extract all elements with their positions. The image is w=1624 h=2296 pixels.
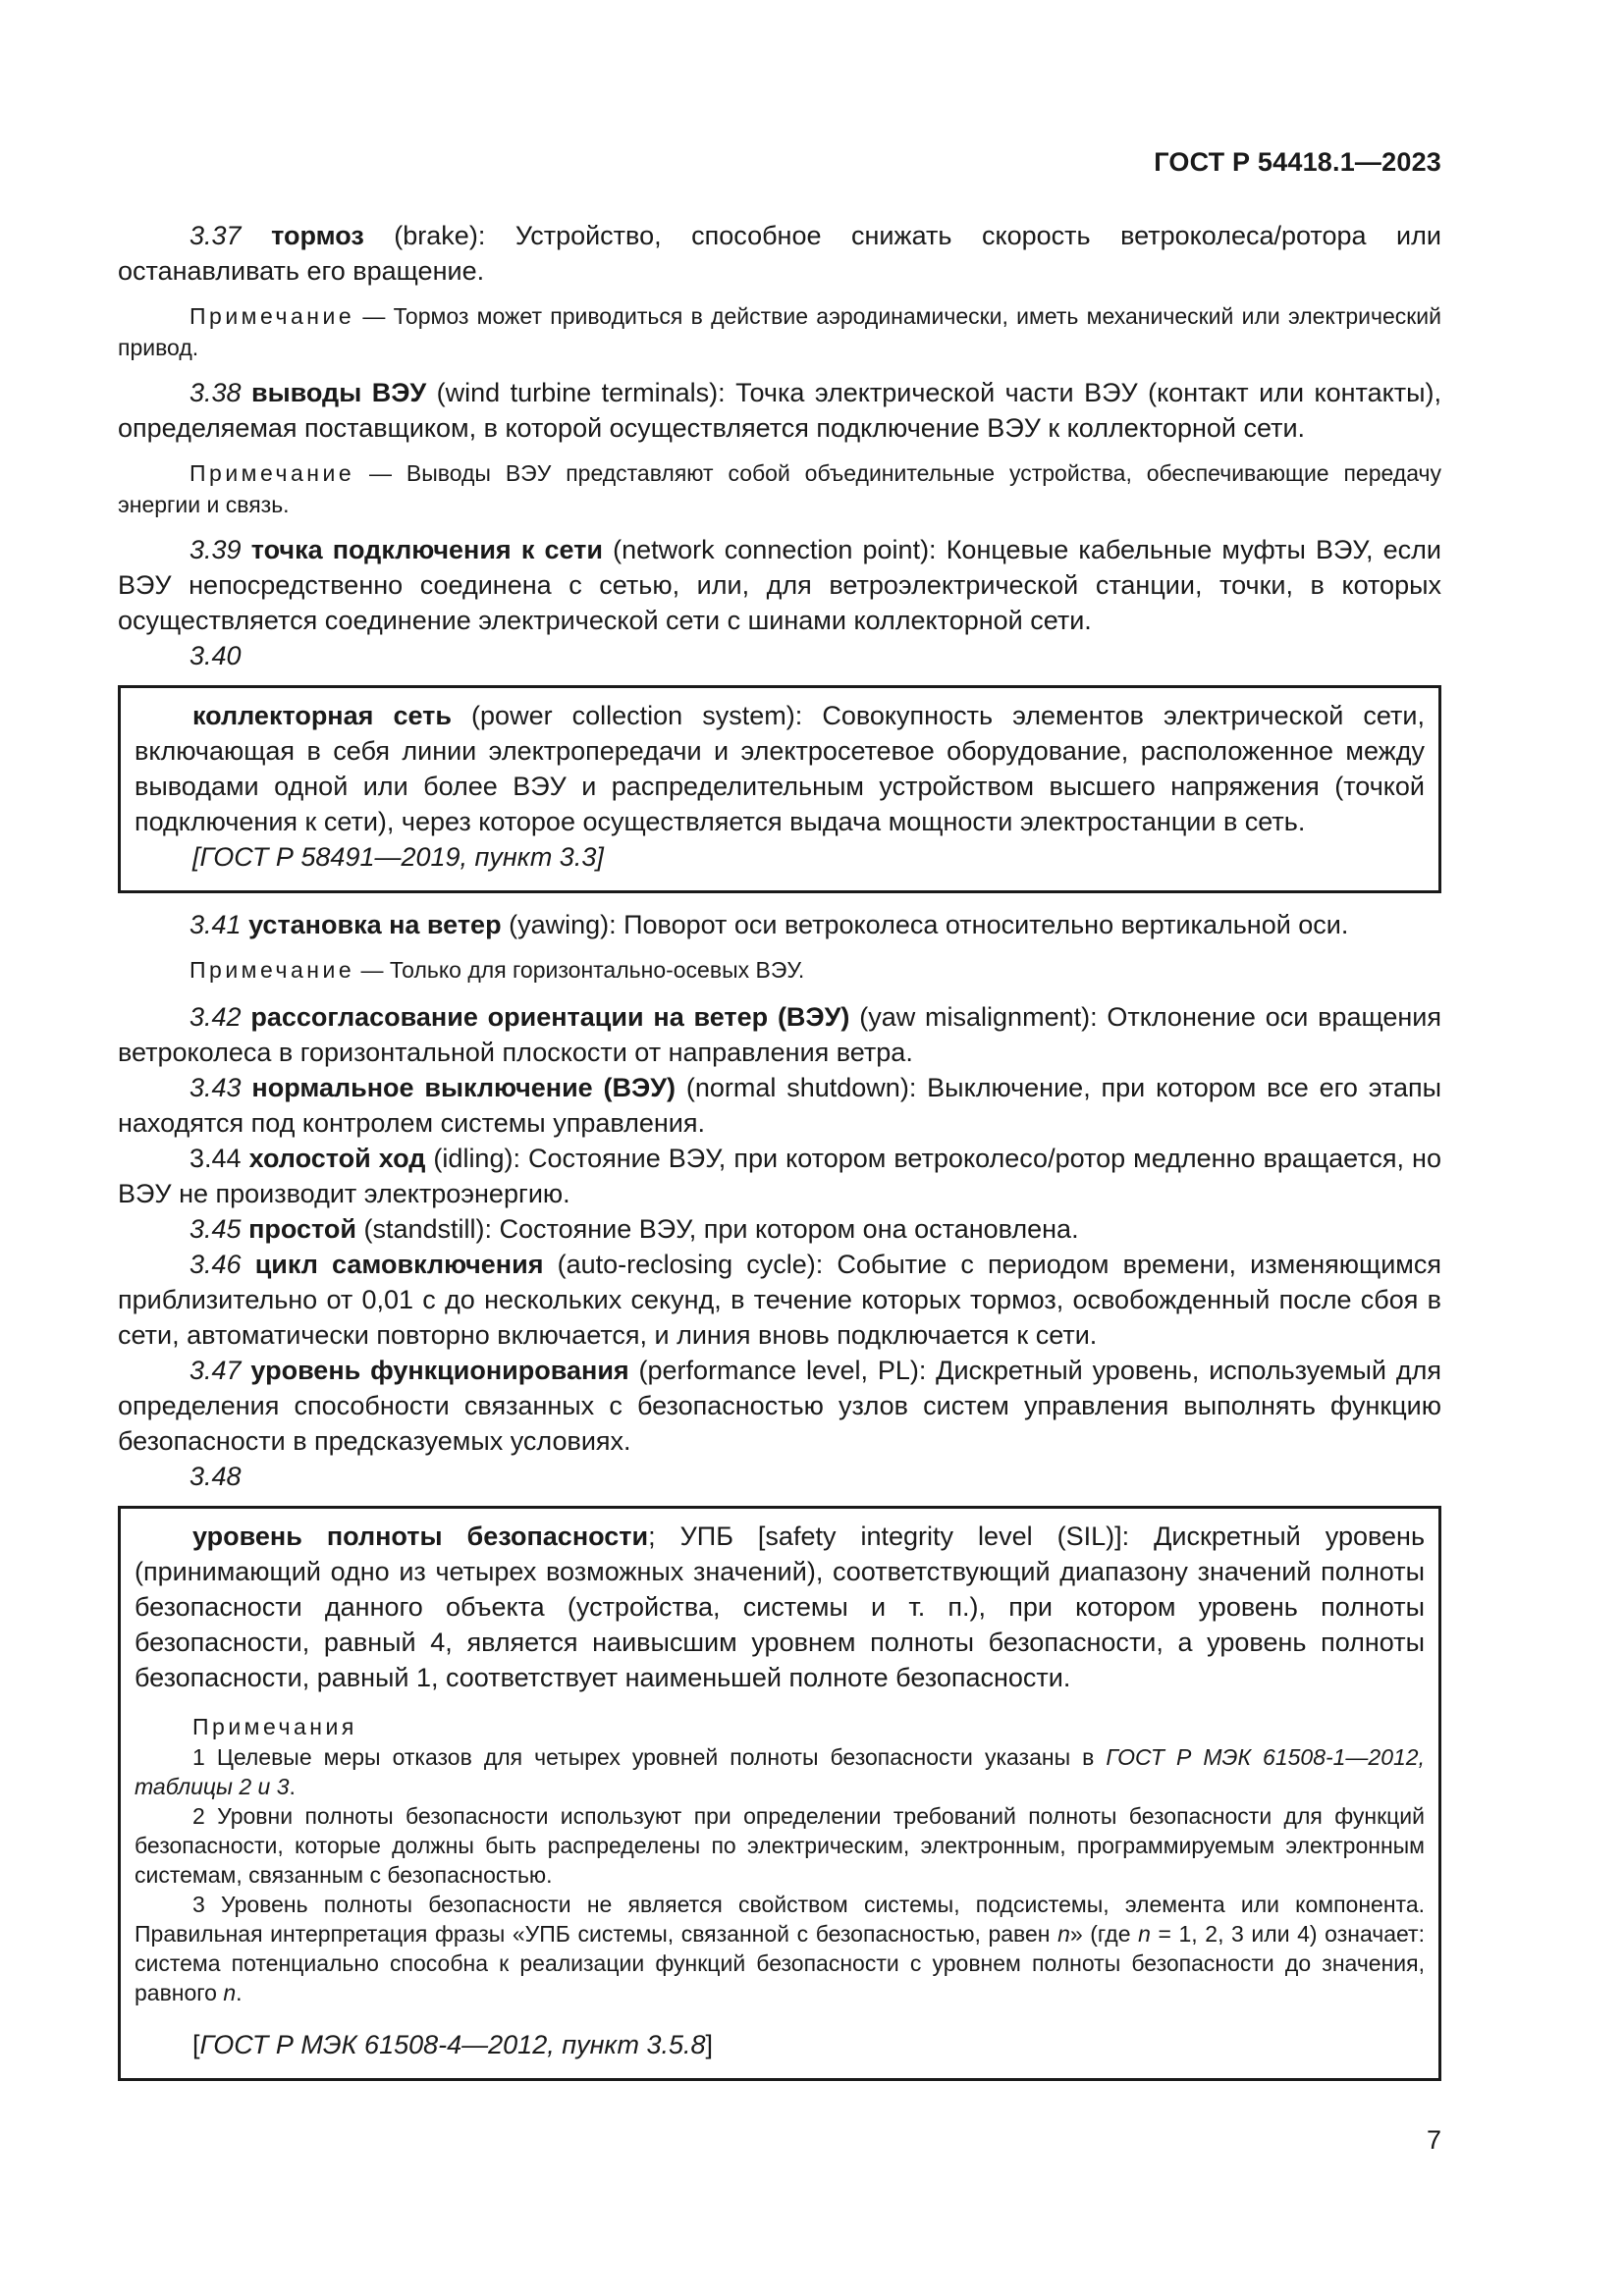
quoted-definition-box-3-48 [118, 1506, 1441, 2081]
term-number: 3.37 [189, 221, 242, 250]
term-number: 3.43 [189, 1073, 242, 1102]
term-3-43 [118, 1070, 1441, 1141]
term-3-39 [118, 532, 1441, 638]
note-1-reference: ГОСТ Р МЭК 61508-1—2012, таблицы 2 и 3 [135, 1744, 1425, 1799]
note-text: — Выводы ВЭУ представляют собой объединительные устройства, обеспечивающие передачу энергии и связь. [118, 460, 1441, 517]
notes-heading: Примечания [192, 1714, 357, 1739]
term-definition: (yaw misalignment): Отклонение оси вращения ветроколеса в горизонтальной плоскости от направления ветра. [118, 1002, 1442, 1067]
term-title: цикл самовключения [254, 1250, 544, 1279]
term-title: тормоз [271, 221, 364, 250]
note-3-37 [118, 300, 1441, 363]
term-title: уровень полноты безопасности [192, 1522, 649, 1551]
term-number-3-40: 3.40 [189, 641, 242, 670]
term-3-45 [118, 1211, 1441, 1247]
term-definition: (standstill): Состояние ВЭУ, при котором она остановлена. [356, 1214, 1079, 1244]
term-title: точка подключения к сети [250, 535, 603, 564]
term-definition: (performance level, PL): Дискретный уровень, используемый для определения способности связанных с безопасностью узлов систем управления выполнять функцию безопасности в предсказуемых условиях. [118, 1356, 1441, 1456]
term-definition: (wind turbine terminals): Точка электрической части ВЭУ (контакт или контакты), определяемая поставщиком, в которой осуществляется подключение ВЭУ к коллекторной сети. [118, 378, 1441, 443]
term-number: 3.39 [189, 535, 242, 564]
term-title: простой [248, 1214, 356, 1244]
page-number: 7 [1426, 2125, 1441, 2155]
term-number: 3.38 [189, 378, 242, 407]
quoted-definition-box-3-40 [118, 685, 1441, 893]
term-definition: (brake): Устройство, способное снижать скорость ветроколеса/ротора или останавливать его вращение. [118, 221, 1441, 286]
term-number: 3.42 [189, 1002, 242, 1032]
note-3-41 [118, 954, 1441, 986]
term-number: 3.41 [189, 910, 242, 939]
term-3-37 [118, 218, 1441, 289]
term-definition: (normal shutdown): Выключение, при котором все его этапы находятся под контролем системы управления. [118, 1073, 1441, 1138]
term-title: рассогласование ориентации на ветер (ВЭУ) [250, 1002, 850, 1032]
term-number: 3.44 [189, 1144, 242, 1173]
term-definition: (auto-reclosing cycle): Событие с периодом времени, изменяющимся приблизительно от 0,01 с до нескольких секунд, в течение которых тормоз, освобожденный после сбоя в сети, автоматически повторно включается, и линия вновь подключается к сети. [118, 1250, 1441, 1350]
term-3-46 [118, 1247, 1441, 1353]
term-number-3-48: 3.48 [189, 1462, 242, 1491]
term-title: уровень функционирования [250, 1356, 629, 1385]
note-text: — Только для горизонтально-осевых ВЭУ. [354, 957, 805, 983]
term-3-41 [118, 907, 1441, 942]
term-definition: (idling): Состояние ВЭУ, при котором ветроколесо/ротор медленно вращается, но ВЭУ не производит электроэнергию. [118, 1144, 1441, 1208]
term-3-42 [118, 999, 1441, 1070]
term-definition: (network connection point): Концевые кабельные муфты ВЭУ, если ВЭУ непосредственно соединена с сетью, или, для ветроэлектрической станции, точки, в которых осуществляется соединение электрической сети с шинами коллекторной сети. [118, 535, 1441, 635]
term-3-38 [118, 375, 1441, 446]
term-title: выводы ВЭУ [251, 378, 427, 407]
note-label: Примечание [189, 957, 355, 983]
standard-header: ГОСТ Р 54418.1—2023 [1154, 147, 1441, 177]
term-title: нормальное выключение (ВЭУ) [251, 1073, 677, 1102]
term-number: 3.47 [189, 1356, 242, 1385]
term-3-44 [118, 1141, 1441, 1211]
term-3-48 [135, 1519, 1425, 1695]
term-number: 3.46 [189, 1250, 242, 1279]
term-number: 3.45 [189, 1214, 242, 1244]
note-label: Примечание [189, 303, 355, 329]
note-text: — Тормоз может приводиться в действие аэродинамически, иметь механический или электрический привод. [118, 303, 1441, 360]
term-definition: (yawing): Поворот оси ветроколеса относительно вертикальной оси. [501, 910, 1349, 939]
term-definition: ; УПБ [safety integrity level (SIL)]: Дискретный уровень (принимающий одно из четырех возможных значений), соответствующий диапазону значений полноты безопасности данного объекта (устройства, системы и т. п.), при котором уровень полноты безопасности, равный 4, является наивысшим уровнем полноты безопасности, а уровень полноты безопасности, равный 1, соответствует наименьшей полноте безопасности. [135, 1522, 1426, 1692]
note-1: 1 Целевые меры отказов для четырех уровней полноты безопасности указаны в ГОСТ Р МЭК 61508-1—2012, таблицы 2 и 3. [135, 1744, 1425, 1799]
document-body [118, 218, 1441, 2095]
term-3-40 [135, 698, 1425, 839]
term-definition: (power collection system): Совокупность элементов электрической сети, включающая в себя линии электропередачи и электросетевое оборудование, расположенное между выводами одной или более ВЭУ и распределительным устройством высшего напряжения (точкой подключения к сети), через которое осуществляется выдача мощности электростанции в сеть. [135, 701, 1425, 836]
note-2: 2 Уровни полноты безопасности используют при определении требований полноты безопасности для функций безопасности, которые должны быть распределены по электрическим, электронным, программируемым электронным системам, связанным с безопасностью. [135, 1803, 1425, 1888]
document-page [118, 0, 1441, 2296]
source-reference: [ГОСТ Р 58491—2019, пункт 3.3] [192, 842, 604, 872]
term-title: холостой ход [248, 1144, 426, 1173]
note-3: 3 Уровень полноты безопасности не является свойством системы, подсистемы, элемента или компонента. Правильная интерпретация фразы «УПБ системы, связанной с безопасностью, равен n» (где n = 1, 2, 3 или 4) означает: система потенциально способна к реализации функций безопасности с уровнем полноты безопасности до значения, равного n. [135, 1892, 1425, 2005]
note-label: Примечание [189, 460, 355, 486]
source-reference: [ГОСТ Р МЭК 61508-4—2012, пункт 3.5.8] [192, 2030, 714, 2059]
term-title: коллекторная сеть [192, 701, 452, 730]
term-title: установка на ветер [248, 910, 502, 939]
note-3-38 [118, 457, 1441, 520]
term-3-47 [118, 1353, 1441, 1459]
